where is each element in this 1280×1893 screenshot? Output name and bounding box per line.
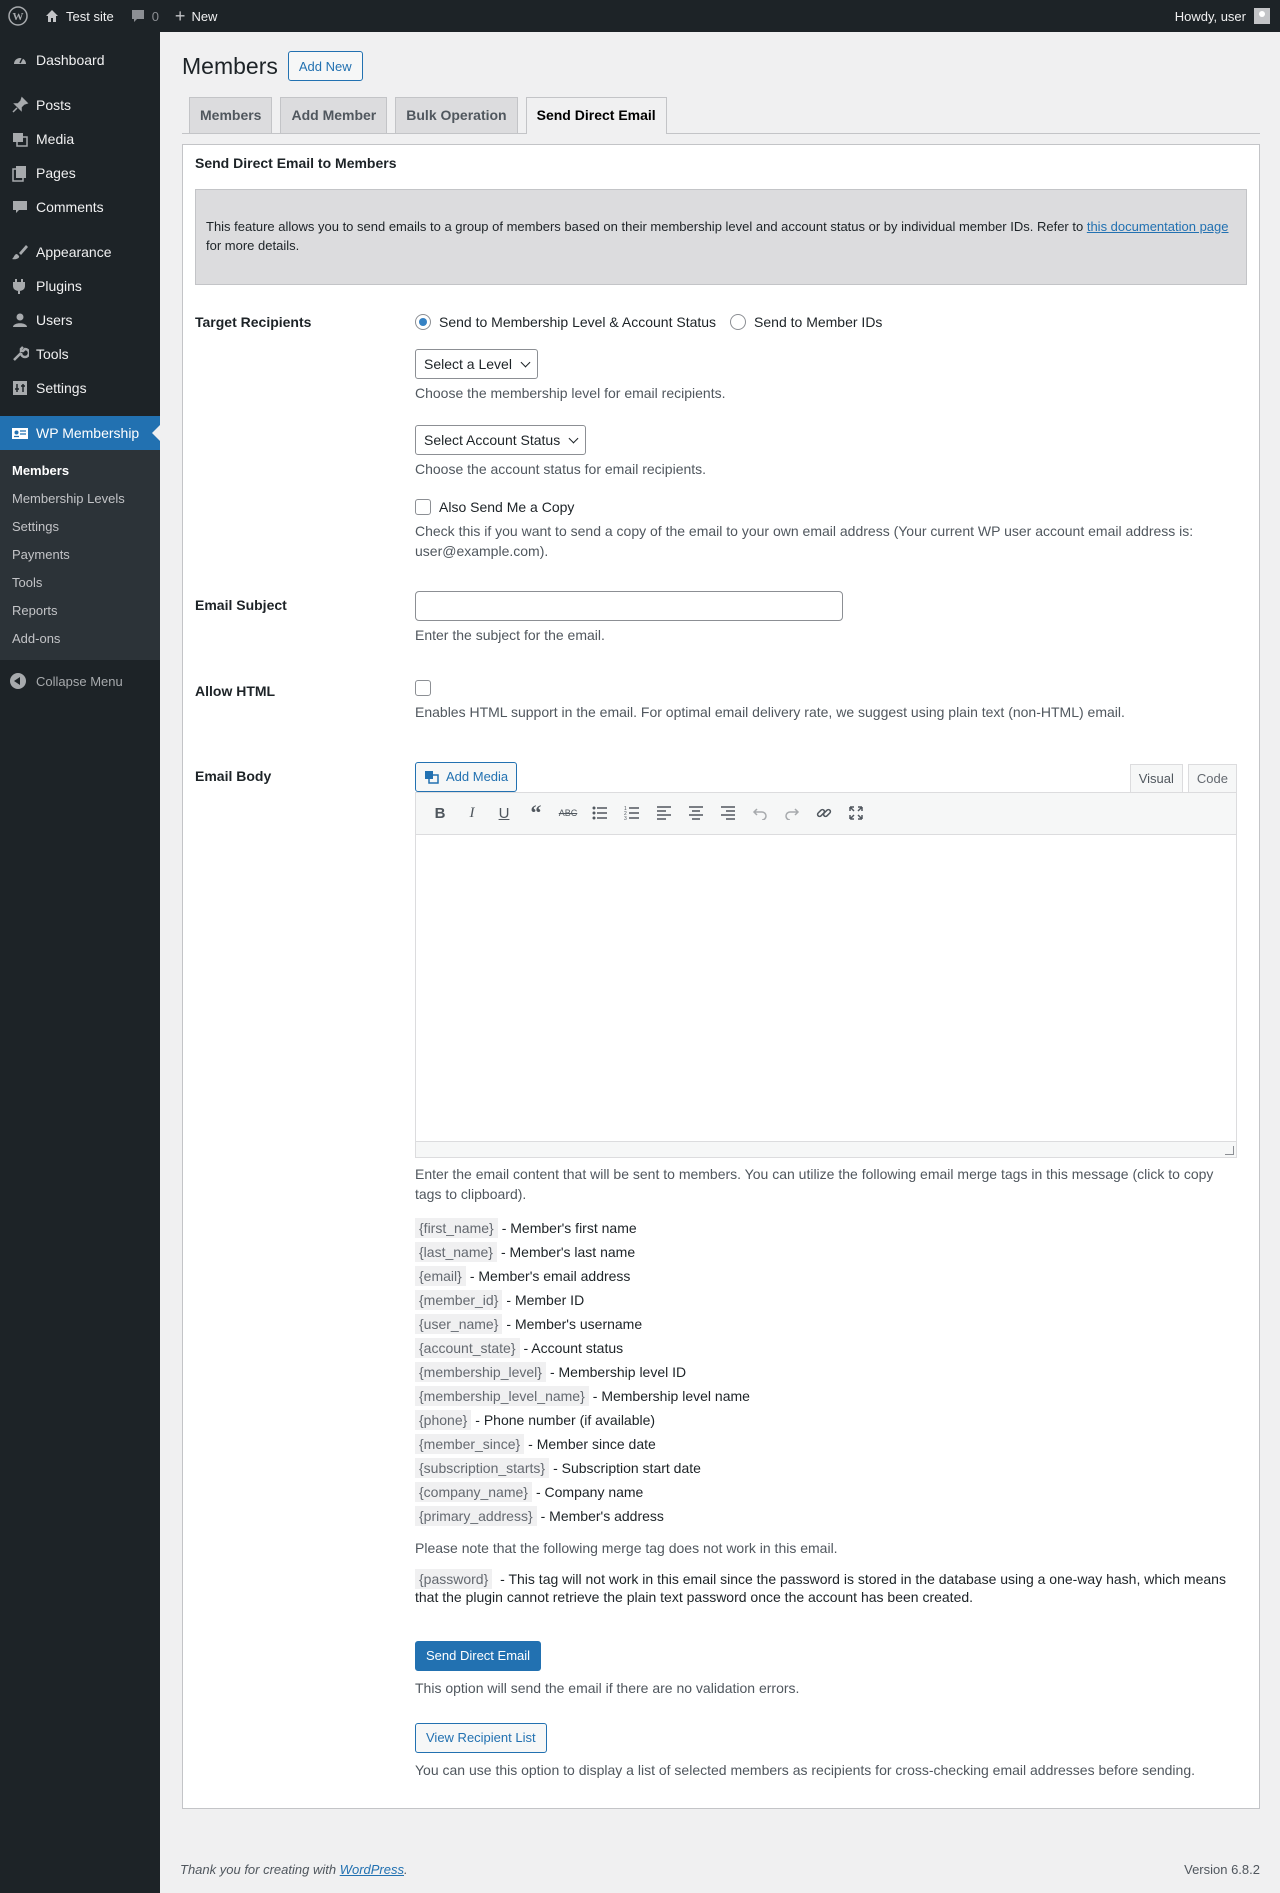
send-copy-description: Check this if you want to send a copy of the email to your own email address (Your current WP user account email address is: user@example.com). bbox=[415, 523, 1194, 559]
tab-members[interactable]: Members bbox=[189, 97, 272, 133]
allow-html-description: Enables HTML support in the email. For optimal email delivery rate, we suggest using plain text (non-HTML) email. bbox=[415, 703, 1125, 720]
submenu-item-members[interactable]: Members bbox=[12, 463, 70, 478]
chevron-down-icon bbox=[569, 433, 579, 443]
site-name: Test site bbox=[66, 8, 114, 24]
comment-icon bbox=[130, 8, 146, 24]
sidebar-item-settings[interactable] bbox=[0, 371, 160, 405]
list-item bbox=[415, 1312, 1247, 1336]
sidebar-item-label: Tools bbox=[36, 346, 69, 362]
merge-tag[interactable]: {member_id} bbox=[415, 1290, 502, 1310]
merge-tag[interactable]: {phone} bbox=[415, 1410, 471, 1430]
collapse-menu-button[interactable] bbox=[0, 664, 160, 698]
merge-tag[interactable]: {email} bbox=[415, 1266, 466, 1286]
radio-member-ids[interactable] bbox=[730, 314, 882, 330]
merge-tag[interactable]: {membership_level} bbox=[415, 1362, 546, 1382]
avatar bbox=[1254, 8, 1270, 24]
sidebar-item-wp-membership[interactable] bbox=[0, 416, 160, 450]
howdy-text: Howdy, user bbox=[1174, 8, 1246, 24]
sidebar-item-label: Media bbox=[36, 131, 75, 147]
list-item bbox=[415, 1456, 1247, 1480]
sidebar-item-label: WP Membership bbox=[36, 425, 140, 441]
documentation-link[interactable]: this documentation page bbox=[1086, 219, 1229, 234]
page-title: Members bbox=[182, 52, 278, 79]
media-icon bbox=[10, 129, 30, 149]
underline-icon[interactable]: U bbox=[498, 804, 510, 822]
membership-submenu bbox=[0, 450, 160, 660]
password-note: Please note that the following merge tag does not work in this email. bbox=[415, 1539, 838, 1556]
chevron-down-icon bbox=[521, 357, 531, 367]
dashboard-icon bbox=[10, 50, 30, 70]
email-body-label: Email Body bbox=[195, 767, 272, 784]
subject-label: Email Subject bbox=[195, 597, 287, 613]
svg-text:1: 1 bbox=[624, 806, 627, 813]
merge-tag[interactable]: {member_since} bbox=[415, 1434, 524, 1454]
sidebar-item-dashboard[interactable] bbox=[0, 43, 160, 77]
list-item bbox=[415, 1264, 1247, 1288]
blockquote-icon[interactable]: “ bbox=[530, 800, 542, 826]
list-item bbox=[415, 1288, 1247, 1312]
pin-icon bbox=[10, 95, 30, 115]
merge-tag-description: - Phone number (if available) bbox=[475, 1411, 656, 1428]
sidebar-item-label: Dashboard bbox=[36, 52, 105, 68]
tab-bulk-operation[interactable]: Bulk Operation bbox=[395, 97, 517, 133]
comment-icon bbox=[10, 197, 30, 217]
account-status-select[interactable] bbox=[415, 425, 586, 455]
merge-tag-description: - Member's username bbox=[506, 1315, 643, 1332]
email-body-row bbox=[195, 762, 1247, 1780]
user-icon bbox=[10, 310, 30, 330]
plug-icon bbox=[10, 276, 30, 296]
allow-html-row bbox=[195, 679, 1247, 722]
fullscreen-icon[interactable] bbox=[840, 798, 872, 828]
send-copy-label: Also Send Me a Copy bbox=[439, 499, 575, 515]
sidebar-item-comments[interactable] bbox=[0, 190, 160, 224]
recipients-label: Target Recipients bbox=[195, 314, 312, 330]
footer-thanks-text: Thank you for creating with bbox=[180, 1862, 337, 1877]
media-icon bbox=[424, 769, 440, 785]
italic-icon[interactable]: I bbox=[469, 804, 475, 821]
svg-text:3: 3 bbox=[624, 816, 627, 821]
send-email-panel bbox=[182, 144, 1260, 1809]
sidebar-item-label: Plugins bbox=[36, 278, 82, 294]
svg-text:W: W bbox=[12, 11, 24, 23]
merge-tag[interactable]: {last_name} bbox=[415, 1242, 497, 1262]
notice-tail: for more details. bbox=[206, 238, 300, 253]
view-recipient-list-button[interactable]: View Recipient List bbox=[415, 1723, 547, 1753]
merge-tag-description: - Member's email address bbox=[469, 1267, 631, 1284]
submenu-item-add-ons[interactable]: Add-ons bbox=[12, 631, 61, 646]
sidebar-item-appearance[interactable] bbox=[0, 235, 160, 269]
footer-thanks: Thank you for creating with WordPress. bbox=[180, 1862, 408, 1877]
send-direct-email-button[interactable]: Send Direct Email bbox=[415, 1641, 541, 1671]
sidebar-item-users[interactable] bbox=[0, 303, 160, 337]
bulleted-list-icon[interactable] bbox=[584, 798, 616, 828]
sidebar-item-label: Pages bbox=[36, 165, 76, 181]
svg-text:2: 2 bbox=[624, 811, 627, 818]
align-center-icon[interactable] bbox=[680, 798, 712, 828]
merge-tag[interactable]: {account_state} bbox=[415, 1338, 520, 1358]
list-item bbox=[415, 1408, 1247, 1432]
tab-code[interactable]: Code bbox=[1188, 764, 1237, 792]
my-account[interactable] bbox=[1175, 8, 1280, 24]
sidebar-item-pages[interactable] bbox=[0, 156, 160, 190]
sidebar-item-posts[interactable] bbox=[0, 88, 160, 122]
admin-footer bbox=[180, 1862, 1260, 1877]
add-media-label: Add Media bbox=[446, 769, 509, 785]
allow-html-label: Allow HTML bbox=[195, 683, 276, 699]
email-body-description: Enter the email content that will be sent to members. You can utilize the following email merge tags in this message (click to copy tags to clipboard). bbox=[415, 1165, 1214, 1202]
panel-title: Send Direct Email to Members bbox=[195, 155, 397, 171]
editor-toolbar bbox=[416, 793, 1236, 835]
wordpress-link[interactable]: WordPress bbox=[339, 1862, 404, 1877]
id-card-icon bbox=[10, 423, 30, 443]
bold-icon[interactable]: B bbox=[434, 804, 446, 822]
email-body-editor bbox=[415, 792, 1237, 1158]
merge-tag-description: - Membership level ID bbox=[549, 1363, 687, 1380]
collapse-label: Collapse Menu bbox=[36, 673, 123, 689]
list-item bbox=[415, 1504, 1247, 1528]
merge-tag-description: - Member's first name bbox=[501, 1219, 637, 1236]
submenu-item-settings[interactable]: Settings bbox=[12, 519, 59, 534]
list-item bbox=[415, 1360, 1247, 1384]
subject-description: Enter the subject for the email. bbox=[415, 627, 605, 643]
version-text: Version 6.8.2 bbox=[1184, 1862, 1260, 1877]
new-label: New bbox=[191, 8, 218, 24]
merge-tag-description: - Member since date bbox=[528, 1435, 656, 1452]
wordpress-logo[interactable] bbox=[0, 0, 36, 32]
tab-visual[interactable]: Visual bbox=[1130, 764, 1183, 792]
tab-add-member[interactable]: Add Member bbox=[280, 97, 387, 133]
radio-unchecked-icon bbox=[730, 314, 746, 330]
info-notice bbox=[195, 189, 1247, 285]
level-description: Choose the membership level for email recipients. bbox=[415, 385, 726, 401]
sidebar-item-plugins[interactable] bbox=[0, 269, 160, 303]
status-description: Choose the account status for email recipients. bbox=[415, 461, 707, 477]
admin-bar bbox=[0, 0, 1280, 32]
merge-tag-description: - Member's last name bbox=[500, 1243, 636, 1260]
submenu-item-payments[interactable]: Payments bbox=[12, 547, 70, 562]
add-new-button[interactable]: Add New bbox=[288, 51, 363, 81]
strikethrough-icon[interactable]: ABC bbox=[558, 808, 578, 819]
list-item bbox=[415, 1336, 1247, 1360]
merge-tag-password[interactable]: {password} bbox=[415, 1569, 492, 1589]
notice-text: This feature allows you to send emails to a group of members based on their membership level and account status or by individual member IDs. Refer to bbox=[206, 219, 1084, 234]
merge-tag-description: - Member ID bbox=[506, 1291, 585, 1308]
merge-tag-description: - Member's address bbox=[540, 1507, 664, 1524]
radio-level-status[interactable] bbox=[415, 314, 716, 330]
merge-tag[interactable]: {company_name} bbox=[415, 1482, 532, 1502]
send-description: This option will send the email if there are no validation errors. bbox=[415, 1679, 800, 1696]
comments-count: 0 bbox=[151, 8, 159, 24]
new-content-link[interactable] bbox=[167, 0, 226, 32]
sidebar-item-label: Posts bbox=[36, 97, 72, 113]
sidebar-item-label: Users bbox=[36, 312, 73, 328]
status-select-value: Select Account Status bbox=[424, 432, 561, 448]
send-copy-checkbox[interactable] bbox=[415, 499, 431, 515]
sidebar-item-media[interactable] bbox=[0, 122, 160, 156]
collapse-arrow-icon bbox=[10, 673, 26, 689]
merge-tag[interactable]: {primary_address} bbox=[415, 1506, 537, 1526]
main-content bbox=[182, 32, 1260, 1809]
radio-label: Send to Membership Level & Account Status bbox=[439, 314, 717, 330]
submenu-item-tools[interactable]: Tools bbox=[12, 575, 43, 590]
recipients-row bbox=[195, 311, 1247, 561]
admin-sidebar bbox=[0, 32, 160, 1893]
redo-icon[interactable] bbox=[776, 798, 808, 828]
radio-label: Send to Member IDs bbox=[754, 314, 883, 330]
list-item bbox=[415, 1480, 1247, 1504]
merge-tag[interactable]: {membership_level_name} bbox=[415, 1386, 589, 1406]
list-item bbox=[415, 1384, 1247, 1408]
subject-row bbox=[195, 591, 1247, 645]
submenu-item-reports[interactable]: Reports bbox=[12, 603, 58, 618]
allow-html-checkbox[interactable] bbox=[415, 680, 431, 696]
pages-icon bbox=[10, 163, 30, 183]
list-item bbox=[415, 1216, 1247, 1240]
site-name-link[interactable] bbox=[36, 0, 122, 32]
wordpress-icon bbox=[8, 6, 28, 26]
link-icon[interactable] bbox=[808, 798, 840, 828]
merge-tags-list bbox=[415, 1216, 1247, 1528]
brush-icon bbox=[10, 242, 30, 262]
merge-tag[interactable]: {subscription_starts} bbox=[415, 1458, 549, 1478]
sidebar-item-tools[interactable] bbox=[0, 337, 160, 371]
password-tag-item bbox=[415, 1570, 1237, 1606]
align-left-icon[interactable] bbox=[648, 798, 680, 828]
sidebar-item-label: Comments bbox=[36, 199, 104, 215]
list-item bbox=[415, 1432, 1247, 1456]
view-recipient-description: You can use this option to display a list of selected members as recipients for cross-checking email addresses before sending. bbox=[415, 1761, 1196, 1778]
wrench-icon bbox=[10, 344, 30, 364]
submenu-item-membership-levels[interactable]: Membership Levels bbox=[12, 491, 125, 506]
radio-checked-icon bbox=[415, 314, 431, 330]
comments-link[interactable] bbox=[122, 0, 167, 32]
numbered-list-icon[interactable] bbox=[616, 798, 648, 828]
merge-tag-description: - Membership level name bbox=[592, 1387, 750, 1404]
level-select-value: Select a Level bbox=[424, 356, 512, 372]
plus-icon: + bbox=[174, 5, 186, 26]
merge-tag[interactable]: {first_name} bbox=[415, 1218, 498, 1238]
merge-tag-description: - Subscription start date bbox=[553, 1459, 701, 1476]
editor-content-area[interactable] bbox=[416, 835, 1236, 1141]
align-right-icon[interactable] bbox=[712, 798, 744, 828]
list-item bbox=[415, 1240, 1247, 1264]
settings-icon bbox=[10, 378, 30, 398]
tab-bar bbox=[182, 98, 1260, 134]
home-icon bbox=[44, 8, 60, 24]
merge-tag-description: - Account status bbox=[523, 1339, 624, 1356]
sidebar-item-label: Settings bbox=[36, 380, 87, 396]
undo-icon[interactable] bbox=[744, 798, 776, 828]
editor-resize-handle[interactable] bbox=[416, 1141, 1236, 1157]
password-tag-description: - This tag will not work in this email since the password is stored in the database using a one-way hash, which means that the plugin cannot retrieve the plain text password once the account has been created. bbox=[415, 1570, 1226, 1605]
level-select[interactable] bbox=[415, 349, 538, 379]
add-media-button[interactable] bbox=[415, 762, 517, 792]
email-subject-input[interactable] bbox=[415, 591, 843, 621]
sidebar-item-label: Appearance bbox=[36, 244, 112, 260]
tab-send-direct-email[interactable]: Send Direct Email bbox=[526, 97, 667, 134]
merge-tag-description: - Company name bbox=[535, 1483, 644, 1500]
merge-tag[interactable]: {user_name} bbox=[415, 1314, 502, 1334]
